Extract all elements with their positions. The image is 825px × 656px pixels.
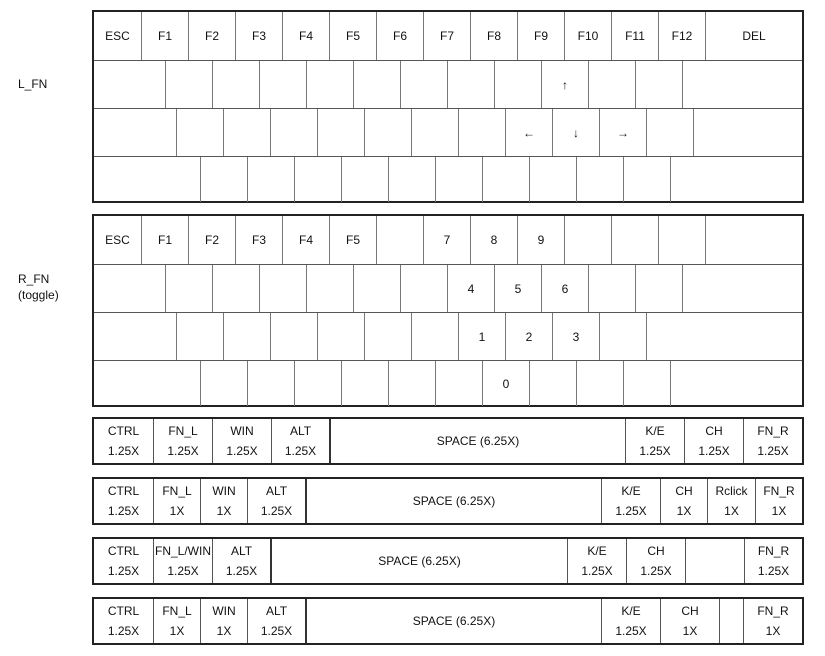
key-fn-l[interactable] <box>154 599 201 643</box>
key[interactable] <box>459 109 506 157</box>
rfn-row-function <box>94 216 802 264</box>
key-size: 1.25X <box>225 564 258 578</box>
key[interactable] <box>589 61 636 109</box>
key-name: SPACE (6.25X) <box>412 494 496 508</box>
key-size: 1.25X <box>167 444 199 458</box>
key-name: FN_L <box>168 424 198 438</box>
lfn-keyboard <box>92 10 804 203</box>
key-alt[interactable] <box>272 419 331 463</box>
key-name: FN_L <box>162 484 192 498</box>
key-name: K/E <box>645 424 665 438</box>
key[interactable] <box>412 109 459 157</box>
key[interactable] <box>260 61 307 109</box>
key-alt[interactable] <box>248 479 307 523</box>
key[interactable] <box>448 61 495 109</box>
key[interactable] <box>412 313 459 361</box>
key[interactable] <box>260 265 307 313</box>
key-size: 1.25X <box>167 564 199 578</box>
key[interactable] <box>530 157 577 202</box>
key[interactable] <box>166 61 213 109</box>
key-size: 1.25X <box>581 564 613 578</box>
key-ch[interactable] <box>627 539 686 583</box>
key-fn-r[interactable] <box>744 419 802 463</box>
key-name: WIN <box>212 484 236 498</box>
key-enter[interactable] <box>647 313 802 361</box>
key[interactable] <box>248 157 295 202</box>
key-f5[interactable]: F5 <box>330 216 377 264</box>
key-name: ALT <box>265 604 288 618</box>
key-size: 1X <box>771 504 787 518</box>
key-space[interactable] <box>307 479 602 523</box>
key-k-e[interactable] <box>602 479 661 523</box>
key-size: 1.25X <box>757 444 789 458</box>
key-f11[interactable]: F11 <box>612 12 659 60</box>
key-name: SPACE (6.25X) <box>378 554 461 568</box>
key-name: CTRL <box>107 424 140 438</box>
key-enter[interactable] <box>694 109 802 157</box>
key[interactable] <box>401 265 448 313</box>
key-win[interactable] <box>213 419 272 463</box>
key-space[interactable] <box>331 419 626 463</box>
key-rshift[interactable] <box>671 157 802 202</box>
key-size: 1.25X <box>615 624 647 638</box>
key-size: 1.25X <box>107 444 140 458</box>
key-f4[interactable]: F4 <box>283 12 330 60</box>
key-name: CH <box>681 604 699 618</box>
key-name: FN_R <box>763 484 795 498</box>
key-k-e[interactable] <box>602 599 661 643</box>
key-name: CTRL <box>107 484 140 498</box>
key-win[interactable] <box>201 479 248 523</box>
key[interactable] <box>271 313 318 361</box>
key-space[interactable] <box>307 599 602 643</box>
key-num9[interactable]: 9 <box>518 216 565 264</box>
key-name: Rclick <box>715 484 748 498</box>
key[interactable] <box>271 109 318 157</box>
key-name: K/E <box>587 544 607 558</box>
key-name: K/E <box>621 604 641 618</box>
key[interactable] <box>318 313 365 361</box>
lfn-row-4 <box>94 156 802 202</box>
key-k-e[interactable] <box>626 419 685 463</box>
key[interactable] <box>436 157 483 202</box>
key-fn-r[interactable] <box>744 599 802 643</box>
key-size: 1.25X <box>757 564 790 578</box>
bottom-row-layout-3 <box>92 537 804 585</box>
key-caps[interactable] <box>94 313 177 361</box>
key-del[interactable]: DEL <box>742 29 766 43</box>
key-name: FN_L <box>162 604 192 618</box>
key-fn-l[interactable] <box>154 419 213 463</box>
key[interactable] <box>436 361 483 406</box>
key[interactable] <box>177 109 224 157</box>
key[interactable] <box>307 61 354 109</box>
key[interactable] <box>577 361 624 406</box>
key-caps[interactable] <box>94 109 177 157</box>
key-size: 1.25X <box>226 444 258 458</box>
key-f1[interactable]: F1 <box>142 12 189 60</box>
key-num6[interactable]: 6 <box>542 265 589 313</box>
key-f1[interactable]: F1 <box>142 216 189 264</box>
key-num4[interactable]: 4 <box>448 265 495 313</box>
rfn-label-line1: R_FN <box>18 272 50 286</box>
key-name: WIN <box>212 604 236 618</box>
key-arrow-down[interactable]: ↓ <box>553 109 600 157</box>
key-fn-l[interactable] <box>154 479 201 523</box>
key-size: 1X <box>765 624 781 638</box>
key-arrow-right[interactable]: → <box>600 109 647 157</box>
key-fn-r[interactable] <box>756 479 802 523</box>
key-size: 1X <box>682 624 698 638</box>
key[interactable] <box>342 157 389 202</box>
key-alt[interactable] <box>213 539 272 583</box>
key-f7[interactable]: F7 <box>424 12 471 60</box>
key[interactable] <box>600 313 647 361</box>
key-ch[interactable] <box>685 419 744 463</box>
key[interactable] <box>307 265 354 313</box>
rfn-keyboard <box>92 214 804 407</box>
key[interactable] <box>166 265 213 313</box>
rfn-row-3 <box>94 312 802 361</box>
key-size: 1.25X <box>640 564 672 578</box>
key-name: SPACE (6.25X) <box>436 434 520 448</box>
key-size: 1.25X <box>107 624 140 638</box>
key-num2[interactable]: 2 <box>506 313 553 361</box>
key-fn-r[interactable] <box>745 539 802 583</box>
key-size: 1X <box>724 504 739 518</box>
key-ch[interactable] <box>661 479 708 523</box>
key[interactable] <box>624 361 671 406</box>
key-f3[interactable]: F3 <box>236 216 283 264</box>
key-arrow-up[interactable]: ↑ <box>542 61 589 109</box>
rfn-row-4 <box>94 360 802 406</box>
key-name: WIN <box>230 424 254 438</box>
lfn-row-function <box>94 12 802 60</box>
key-f3[interactable]: F3 <box>236 12 283 60</box>
key-size: 1X <box>169 624 185 638</box>
key-blank[interactable] <box>720 599 744 643</box>
key[interactable] <box>401 61 448 109</box>
lfn-row-3 <box>94 108 802 157</box>
rfn-label-line2: (toggle) <box>18 288 59 302</box>
key-f2[interactable]: F2 <box>189 12 236 60</box>
key-name: CH <box>675 484 693 498</box>
key-ctrl[interactable] <box>94 599 154 643</box>
lfn-row-2 <box>94 60 802 109</box>
key[interactable] <box>177 313 224 361</box>
key-size: 1.25X <box>284 444 317 458</box>
key-tab[interactable] <box>94 265 166 313</box>
key[interactable] <box>530 361 577 406</box>
key-name: SPACE (6.25X) <box>412 614 496 628</box>
key-space[interactable] <box>272 539 568 583</box>
key[interactable] <box>389 361 436 406</box>
key[interactable] <box>377 216 424 264</box>
key-f6[interactable]: F6 <box>377 12 424 60</box>
key-name: CTRL <box>107 544 140 558</box>
key-num5[interactable]: 5 <box>495 265 542 313</box>
key[interactable] <box>636 265 683 313</box>
key[interactable] <box>706 216 802 264</box>
key[interactable] <box>213 265 260 313</box>
key-size: 1X <box>216 624 232 638</box>
key-num8[interactable]: 8 <box>471 216 518 264</box>
key-name: K/E <box>621 484 641 498</box>
key[interactable] <box>248 361 295 406</box>
key[interactable] <box>624 157 671 202</box>
key-name: FN_R <box>757 604 789 618</box>
key-size: 1.25X <box>639 444 671 458</box>
key-num3[interactable]: 3 <box>553 313 600 361</box>
key-esc[interactable]: ESC <box>94 216 142 264</box>
key-backslash[interactable] <box>683 61 802 109</box>
key-num7[interactable]: 7 <box>424 216 471 264</box>
key-f9[interactable]: F9 <box>518 12 565 60</box>
key-rshift[interactable] <box>671 361 802 406</box>
key-k-e[interactable] <box>568 539 627 583</box>
key[interactable] <box>365 109 412 157</box>
key-ch[interactable] <box>661 599 720 643</box>
key-win[interactable] <box>201 599 248 643</box>
key-name: FN_R <box>757 544 790 558</box>
key[interactable] <box>201 361 248 406</box>
key-num1[interactable]: 1 <box>459 313 506 361</box>
key-lshift[interactable] <box>94 361 201 406</box>
key-blank[interactable] <box>686 539 745 583</box>
rfn-label <box>18 271 59 303</box>
bottom-row-layout-1 <box>92 417 804 465</box>
key-rclick[interactable] <box>708 479 756 523</box>
key[interactable] <box>213 61 260 109</box>
key-alt[interactable] <box>248 599 307 643</box>
key-backslash[interactable] <box>683 265 802 313</box>
key-ctrl[interactable] <box>94 419 154 463</box>
key-size: 1.25X <box>107 504 140 518</box>
key[interactable] <box>636 61 683 109</box>
key[interactable] <box>295 361 342 406</box>
key-size: 1.25X <box>260 624 293 638</box>
key-ctrl[interactable] <box>94 479 154 523</box>
bottom-row-layout-2 <box>92 477 804 525</box>
key[interactable] <box>577 157 624 202</box>
key-f4[interactable]: F4 <box>283 216 330 264</box>
key-name: CH <box>647 544 665 558</box>
key[interactable] <box>224 313 271 361</box>
key[interactable] <box>365 313 412 361</box>
bottom-row-layout-4 <box>92 597 804 645</box>
key-lshift[interactable] <box>94 157 201 202</box>
key-name: ALT <box>265 484 288 498</box>
key[interactable] <box>201 157 248 202</box>
lfn-label: L_FN <box>18 77 48 91</box>
key[interactable] <box>495 61 542 109</box>
key-ctrl[interactable] <box>94 539 154 583</box>
key-name: FN_L/WIN <box>154 544 211 558</box>
key-name: CH <box>705 424 723 438</box>
key[interactable] <box>354 61 401 109</box>
key-size: 1.25X <box>698 444 730 458</box>
key-name: FN_R <box>757 424 789 438</box>
key-f10[interactable]: F10 <box>565 12 612 60</box>
key[interactable] <box>389 157 436 202</box>
key-size: 1X <box>169 504 185 518</box>
rfn-row-2 <box>94 264 802 313</box>
key-size: 1.25X <box>615 504 647 518</box>
key-size: 1.25X <box>107 564 140 578</box>
key-fn-l-win[interactable] <box>154 539 213 583</box>
key[interactable] <box>224 109 271 157</box>
key[interactable] <box>647 109 694 157</box>
key[interactable] <box>589 265 636 313</box>
key[interactable] <box>612 216 659 264</box>
key-f12[interactable]: F12 <box>659 12 706 60</box>
key-esc[interactable]: ESC <box>94 12 142 60</box>
key[interactable] <box>483 157 530 202</box>
key-size: 1X <box>676 504 692 518</box>
key-f5[interactable]: F5 <box>330 12 377 60</box>
key-size: 1X <box>216 504 232 518</box>
key-arrow-left[interactable]: ← <box>506 109 553 157</box>
key[interactable] <box>565 216 612 264</box>
key[interactable] <box>342 361 389 406</box>
key-size: 1.25X <box>260 504 293 518</box>
key-name: ALT <box>289 424 312 438</box>
key-num0[interactable]: 0 <box>483 361 530 406</box>
key-f8[interactable]: F8 <box>471 12 518 60</box>
key[interactable] <box>354 265 401 313</box>
key[interactable] <box>659 216 706 264</box>
key-name: ALT <box>230 544 253 558</box>
key-f2[interactable]: F2 <box>189 216 236 264</box>
key[interactable] <box>295 157 342 202</box>
key-tab[interactable] <box>94 61 166 109</box>
key[interactable] <box>318 109 365 157</box>
key-name: CTRL <box>107 604 140 618</box>
